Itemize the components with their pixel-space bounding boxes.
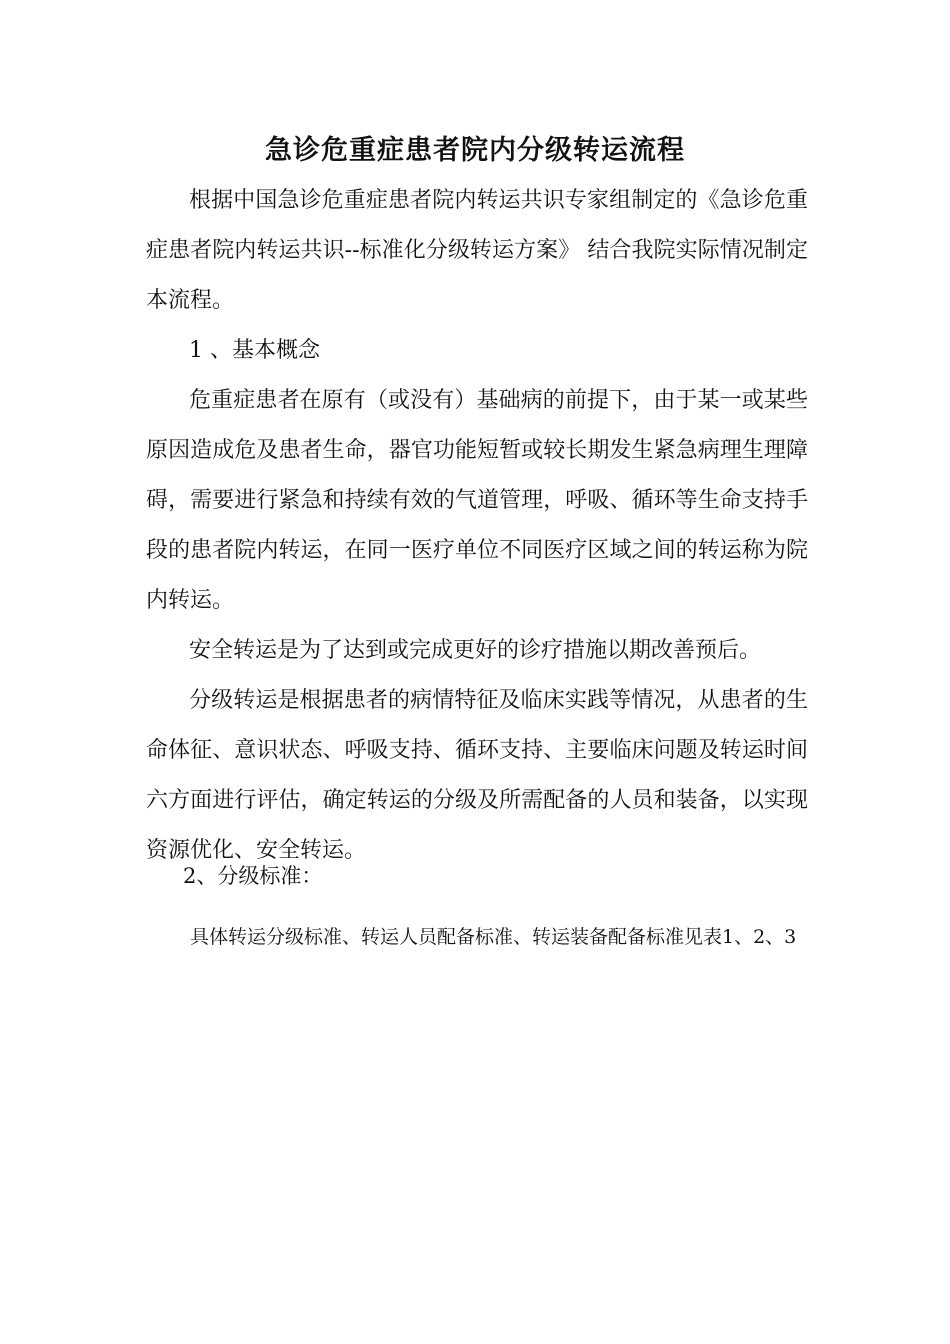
page-title: 急诊危重症患者院内分级转运流程 (265, 135, 685, 166)
intro-paragraph: 根据中国急诊危重症患者院内转运共识专家组制定的《急诊危重症患者院内转运共识--标准化分级转运方案》 结合我院实际情况制定本流程。 (146, 188, 808, 313)
section-2-heading: 2、分级标准： (183, 864, 323, 888)
safe-transfer-paragraph: 安全转运是为了达到或完成更好的诊疗措施以期改善预后。 (189, 638, 762, 663)
reference-line: 具体转运分级标准、转运人员配备标准、转运装备配备标准见表1、2、3 (190, 926, 797, 948)
graded-transfer-paragraph: 分级转运是根据患者的病情特征及临床实践等情况，从患者的生命体征、意识状态、呼吸支持、循环支持、主要临床问题及转运时间六方面进行评估，确定转运的分级及所需配备的人员和装备，以实现资源优化、安全转运。 (146, 688, 808, 863)
definition-paragraph: 危重症患者在原有（或没有）基础病的前提下，由于某一或某些原因造成危及患者生命，器官功能短暂或较长期发生紧急病理生理障碍，需要进行紧急和持续有效的气道管理，呼吸、循环等生命支持手段的患者院内转运，在同一医疗单位不同医疗区域之间的转运称为院内转运。 (146, 388, 808, 613)
section-1-heading: 1 、基本概念 (189, 338, 320, 363)
